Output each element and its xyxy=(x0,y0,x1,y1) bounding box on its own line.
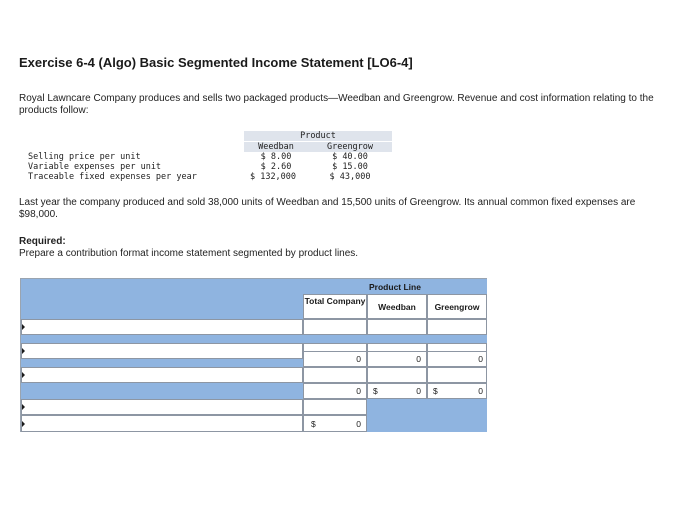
row-7-greengrow-dollar: $ xyxy=(433,386,438,396)
product-line-header: Product Line xyxy=(369,282,421,292)
row-3-label-input[interactable] xyxy=(21,343,303,359)
row-7-greengrow-value: 0 xyxy=(478,386,483,396)
row-6-greengrow-input[interactable] xyxy=(427,367,487,383)
greengrow-selling-price: $ 40.00 xyxy=(332,152,368,162)
intro-paragraph: Royal Lawncare Company produces and sells two packaged products—Weedban and Greengrow. Revenue and cost information relating to the products follow: xyxy=(19,93,654,116)
row-label-selling-price: Selling price per unit xyxy=(28,152,141,162)
weedban-selling-price: $ 8.00 xyxy=(260,152,292,162)
greengrow-traceable-fixed: $ 43,000 xyxy=(329,172,371,182)
row-9-dollar: $ xyxy=(311,419,316,429)
row-5-total-value: 0 xyxy=(356,354,361,364)
row-1-label-input[interactable] xyxy=(21,319,303,335)
sales-volume-paragraph: Last year the company produced and sold 38,000 units of Weedban and 15,500 units of Greengrow. Its annual common fixed expenses are $98,000. xyxy=(19,197,636,220)
row-9-filler xyxy=(367,415,487,432)
row-9-total-value: 0 xyxy=(356,419,361,429)
dropdown-indicator-icon xyxy=(22,421,25,427)
row-8-filler xyxy=(367,399,487,415)
greengrow-variable-expenses: $ 15.00 xyxy=(332,162,368,172)
column-header-weedban: Weedban xyxy=(244,142,308,152)
row-8-total-input[interactable] xyxy=(303,399,367,415)
row-label-traceable-fixed: Traceable fixed expenses per year xyxy=(28,172,197,182)
required-instructions: Prepare a contribution format income statement segmented by product lines. xyxy=(19,248,359,259)
row-1-greengrow-input[interactable] xyxy=(427,319,487,335)
income-statement-answer-grid xyxy=(20,278,487,432)
row-5-greengrow-value: 0 xyxy=(478,354,483,364)
required-heading: Required: xyxy=(19,236,66,247)
row-7-total-value: 0 xyxy=(356,386,361,396)
row-6-weedban-input[interactable] xyxy=(367,367,427,383)
dropdown-indicator-icon xyxy=(22,372,25,378)
column-header-greengrow: Greengrow xyxy=(308,142,392,152)
total-company-header: Total Company xyxy=(304,296,366,306)
header-label-area xyxy=(21,279,303,319)
row-7-weedban-value: 0 xyxy=(416,386,421,396)
row-separator xyxy=(21,335,487,343)
weedban-traceable-fixed: $ 132,000 xyxy=(249,172,297,182)
row-7-label-area xyxy=(21,383,303,399)
product-group-header: Product xyxy=(244,131,392,141)
dropdown-indicator-icon xyxy=(22,324,25,330)
row-1-total-input[interactable] xyxy=(303,319,367,335)
weedban-variable-expenses: $ 2.60 xyxy=(260,162,292,172)
row-6-label-input[interactable] xyxy=(21,367,303,383)
row-7-weedban-dollar: $ xyxy=(373,386,378,396)
row-8-label-input[interactable] xyxy=(21,399,303,415)
weedban-header: Weedban xyxy=(378,302,416,312)
dropdown-indicator-icon xyxy=(22,348,25,354)
row-label-variable-expenses: Variable expenses per unit xyxy=(28,162,162,172)
dropdown-indicator-icon xyxy=(22,404,25,410)
page-title: Exercise 6-4 (Algo) Basic Segmented Income Statement [LO6-4] xyxy=(19,55,413,70)
greengrow-header: Greengrow xyxy=(434,302,480,312)
row-5-weedban-value: 0 xyxy=(416,354,421,364)
row-1-weedban-input[interactable] xyxy=(367,319,427,335)
row-9-label-input[interactable] xyxy=(21,415,303,432)
row-6-total-input[interactable] xyxy=(303,367,367,383)
